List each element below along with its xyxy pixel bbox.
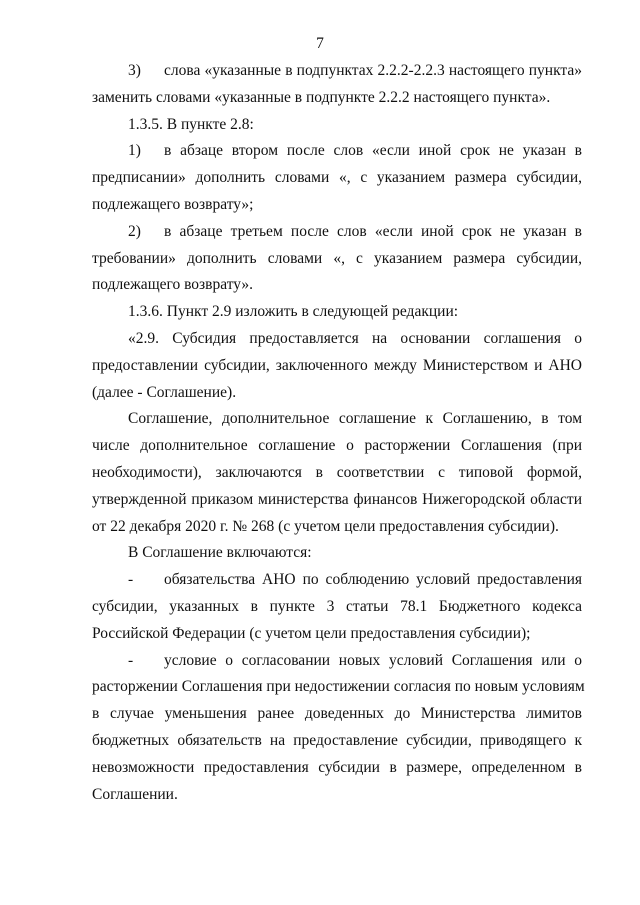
paragraph-line: в абзаце втором после слов «если иной срок не указан в	[164, 142, 582, 160]
list-item-1	[92, 138, 582, 218]
paragraph-line: заменить словами «указанные в подпункте 2.2.2 настоящего пункта».	[92, 88, 551, 106]
paragraph-line: «2.9. Субсидия предоставляется на основании соглашения о	[128, 330, 582, 347]
paragraph-line: предписании» дополнить словами «, с указанием размера субсидии,	[92, 169, 582, 187]
paragraph-line: необходимости), заключаются в соответствии с типовой формой,	[92, 463, 582, 481]
paragraph-line: подлежащего возврату»;	[92, 195, 254, 213]
paragraph-line: предоставлении субсидии, заключенного между Министерством и АНО	[92, 356, 582, 374]
paragraph-line: в случае уменьшения ранее доведенных до Министерства лимитов	[92, 705, 582, 723]
paragraph-line: Соглашение, дополнительное соглашение к Соглашению, в том	[128, 410, 582, 428]
paragraph-line: 1.3.5. В пункте 2.8:	[128, 115, 254, 133]
list-item-3	[92, 58, 582, 112]
section-heading-1-3-5	[92, 112, 582, 139]
paragraph-line: условие о согласовании новых условий Соглашения или о	[164, 651, 582, 669]
list-marker: -	[128, 571, 134, 589]
paragraph-line: слова «указанные в подпунктах 2.2.2-2.2.3 настоящего пункта»	[164, 62, 582, 79]
paragraph-line: обязательства АНО по соблюдению условий предоставления	[164, 571, 582, 589]
list-marker: 3)	[128, 62, 141, 79]
paragraph-line: невозможности предоставления субсидии в размере, определенном в	[92, 758, 582, 776]
list-marker: -	[128, 651, 134, 669]
paragraph-line: в абзаце третьем после слов «если иной срок не указан в	[164, 222, 582, 240]
paragraph-line: бюджетных обязательств на предоставление субсидии, приводящего к	[92, 731, 582, 749]
paragraph-line: подлежащего возврату».	[92, 276, 254, 294]
paragraph-line: Российской Федерации (с учетом цели предоставления субсидии);	[92, 624, 531, 642]
page-number: 7	[316, 35, 324, 52]
paragraph-line: расторжении Соглашения при недостижении согласия по новым условиям	[92, 678, 585, 696]
paragraph-line: 1.3.6. Пункт 2.9 изложить в следующей редакции:	[128, 303, 459, 321]
list-item-2	[92, 219, 582, 299]
paragraph-line: от 22 декабря 2020 г. № 268 (с учетом цели предоставления субсидии).	[92, 517, 559, 535]
paragraph-line: Соглашении.	[92, 785, 178, 803]
paragraph-line: В Соглашение включаются:	[128, 544, 312, 562]
paragraph-2-9	[92, 326, 582, 406]
list-marker: 1)	[128, 142, 141, 160]
paragraph-line: требовании» дополнить словами «, с указанием размера субсидии,	[92, 249, 582, 267]
paragraph-line: утвержденной приказом министерства финансов Нижегородской области	[92, 490, 582, 508]
list-item-dash-1	[92, 567, 582, 647]
paragraph-line: (далее - Соглашение).	[92, 383, 237, 401]
paragraph-line: числе дополнительное соглашение о расторжении Соглашения (при	[92, 437, 582, 455]
paragraph-line: субсидии, указанных в пункте 3 статьи 78.1 Бюджетного кодекса	[92, 597, 582, 615]
list-marker: 2)	[128, 222, 141, 240]
list-item-dash-2	[92, 648, 585, 809]
paragraph-agreement	[92, 406, 582, 540]
section-heading-1-3-6	[92, 299, 582, 326]
paragraph-includes	[92, 540, 582, 567]
